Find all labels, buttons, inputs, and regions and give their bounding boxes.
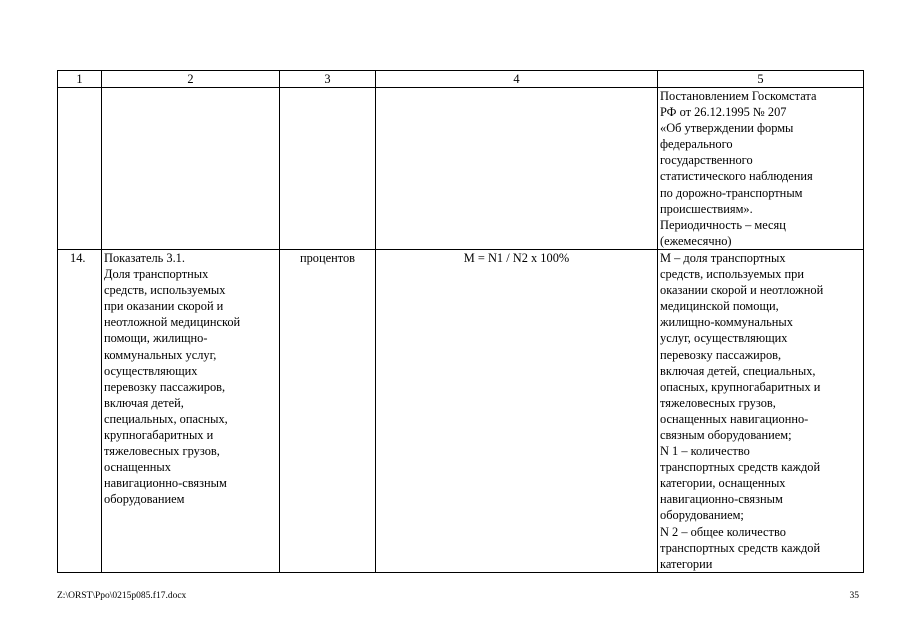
column-header-2: 2 <box>102 71 280 88</box>
cell-text-line: крупногабаритных и <box>104 427 214 442</box>
cell-text-line: медицинской помощи, <box>660 299 779 314</box>
cell-text-line: транспортных средств каждой <box>660 460 821 475</box>
cell-text-line: услуг, осуществляющих <box>660 331 788 346</box>
cell-text-line: перевозку пассажиров, <box>104 379 226 394</box>
cell-text-line: по дорожно-транспортным <box>660 185 803 200</box>
column-header-3: 3 <box>280 71 376 88</box>
cell-text-line: Постановлением Госкомстата <box>660 89 817 103</box>
cell-text-line: оборудованием; <box>660 508 744 523</box>
cell-text-line: государственного <box>660 153 753 168</box>
cell-text-line: жилищно-коммунальных <box>660 315 793 330</box>
cell-text-line: РФ от 26.12.1995 № 207 <box>660 105 787 120</box>
column-header-5: 5 <box>658 71 864 88</box>
cell-text-line: перевозку пассажиров, <box>660 347 782 362</box>
row-number-cell: 14. <box>58 249 102 572</box>
cell-text-line: категории, оснащенных <box>660 476 786 491</box>
cell-text-line: осуществляющих <box>104 363 198 378</box>
cell-text-line: связным оборудованием; <box>660 427 792 442</box>
cell-text-line: навигационно-связным <box>660 492 783 507</box>
cell-text-line: специальных, опасных, <box>104 411 228 426</box>
method-description-cell <box>658 249 864 572</box>
table-row <box>58 249 864 572</box>
cell-text-line: тяжеловесных грузов, <box>660 395 776 410</box>
column-header-1: 1 <box>58 71 102 88</box>
cell-text-line: М – доля транспортных <box>660 250 786 265</box>
cell-text-line: статистического наблюдения <box>660 169 813 184</box>
cell-text-line: при оказании скорой и <box>104 299 224 314</box>
column-header-4: 4 <box>376 71 658 88</box>
formula-cell <box>376 88 658 250</box>
page-number: 35 <box>849 591 859 601</box>
cell-text-line: средств, используемых <box>104 283 226 298</box>
cell-text-line: опасных, крупногабаритных и <box>660 379 821 394</box>
cell-text-line: включая детей, специальных, <box>660 363 816 378</box>
cell-text-line: N 2 – общее количество <box>660 524 786 539</box>
cell-text-line: оказании скорой и неотложной <box>660 283 824 298</box>
cell-text-line: включая детей, <box>104 395 184 410</box>
cell-text-line: оснащенных <box>104 460 171 475</box>
cell-text-line: происшествиям». <box>660 201 753 216</box>
cell-text-line: средств, используемых при <box>660 267 805 282</box>
cell-text-line: Показатель 3.1. <box>104 250 185 265</box>
indicator-name-cell <box>102 88 280 250</box>
indicator-name-cell <box>102 249 280 572</box>
cell-text-line: оборудованием <box>104 492 185 507</box>
formula-cell: M = N1 / N2 x 100% <box>376 249 658 572</box>
unit-cell: процентов <box>280 249 376 572</box>
cell-text-line: транспортных средств каждой <box>660 540 821 555</box>
document-file-path: Z:\ORST\Ppo\0215p085.f17.docx <box>57 591 187 601</box>
header-row <box>58 71 864 88</box>
cell-text-line: коммунальных услуг, <box>104 347 217 362</box>
document-table <box>57 70 864 573</box>
cell-text-line: Периодичность – месяц <box>660 217 786 232</box>
cell-text-line: категории <box>660 556 713 571</box>
table-row <box>58 88 864 250</box>
cell-text-line: «Об утверждении формы <box>660 121 794 136</box>
cell-text-line: N 1 – количество <box>660 444 750 459</box>
cell-text-line: навигационно-связным <box>104 476 227 491</box>
unit-cell <box>280 88 376 250</box>
cell-text-line: (ежемесячно) <box>660 233 732 248</box>
cell-text-line: Доля транспортных <box>104 267 209 282</box>
cell-text-line: помощи, жилищно- <box>104 331 208 346</box>
cell-text-line: оснащенных навигационно- <box>660 411 809 426</box>
cell-text-line: тяжеловесных грузов, <box>104 444 220 459</box>
cell-text-line: федерального <box>660 137 733 152</box>
row-number-cell <box>58 88 102 250</box>
cell-text-line: неотложной медицинской <box>104 315 241 330</box>
method-description-cell <box>658 88 864 250</box>
